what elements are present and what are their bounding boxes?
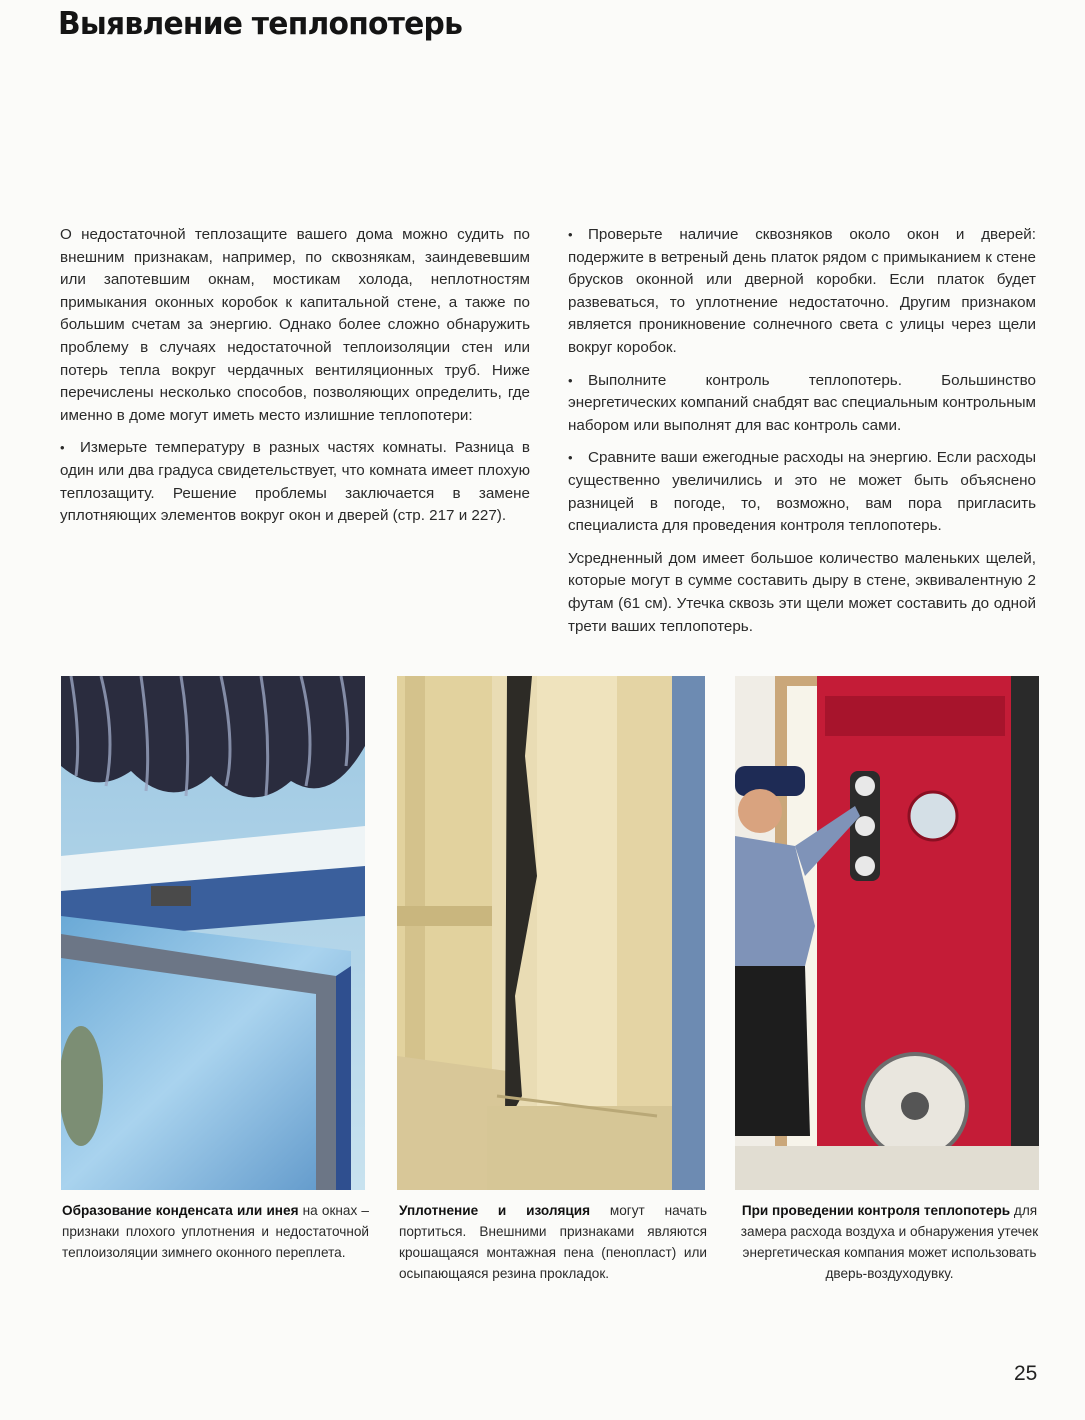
bullet-item-temperature [60, 437, 530, 527]
left-text-column [60, 224, 530, 538]
bullet-item-expenses [568, 447, 1036, 537]
caption-blower-door [737, 1200, 1042, 1284]
photo-crumbling-seal [397, 676, 705, 1190]
caption-frosty-window [62, 1200, 369, 1263]
bullet-icon: • [568, 372, 573, 388]
photo-blower-door [735, 676, 1039, 1190]
caption-bold: При проведении контроля теплопотерь [741, 1203, 1011, 1218]
bullet-text: Сравните ваши ежегодные расходы на энергию. Если расходы существенно увеличились и это не может быть объяснено разницей в погоде, то, возможно, вам пора пригласить специалиста для проведения контроля теплопотерь. [568, 449, 1036, 535]
caption-text: на окнах – признаки плохого уплотнения и недостаточной теплоизоляции зимнего оконного переплета. [62, 1203, 369, 1260]
page-title: Выявление теплопотерь [58, 6, 463, 42]
caption-text: для замера расхода воздуха и обнаружения утечек энергетическая компания может использовать дверь-воздуходувку. [740, 1203, 1039, 1281]
bullet-icon: • [568, 450, 573, 466]
photo-frosty-window [61, 676, 365, 1190]
caption-bold: Образование конденсата или инея [62, 1203, 299, 1218]
page-number: 25 [1014, 1362, 1038, 1385]
intro-paragraph: О недостаточной теплозащите вашего дома можно судить по внешним признакам, например, по сквознякам, заиндевевшим или запотевшим окнам, мостикам холода, неплотностям примыкания оконных коробок к капитальной стене, а также по большим счетам за энергию. Однако более сложно обнаружить проблему в случаях недостаточной теплоизоляции стен или потерь тепла вокруг чердачных вентиляционных труб. Ниже перечислены несколько способов, позволяющих определить, где именно в доме могут иметь место излишние теплопотери: [60, 226, 530, 424]
bullet-item-drafts [568, 224, 1036, 360]
bullet-icon: • [568, 227, 573, 242]
bullet-text: Измерьте температуру в разных частях комнаты. Разница в один или два градуса свидетельствует, что комната имеет плохую теплозащиту. Решение проблемы заключается в замене уплотняющих элементов вокруг окон и дверей (стр. 217 и 227). [60, 439, 530, 525]
caption-bold: Уплотнение и изоляция [399, 1203, 591, 1218]
caption-text: могут начать портиться. Внешними признаками являются крошащаяся монтажная пена (пенопласт) или осыпающаяся резина прокладок. [399, 1203, 707, 1281]
bullet-text: Проверьте наличие сквозняков около окон и дверей: подержите в ветреный день платок рядом с примыканием к стене брусков оконной или дверной коробки. Если платок будет развеваться, то уплотнение недостаточно. Другим признаком является проникновение солнечного света с улицы через щели вокруг коробок. [568, 226, 1036, 356]
caption-crumbling-seal [399, 1200, 707, 1284]
right-text-column [568, 224, 1036, 648]
bullet-item-audit [568, 370, 1036, 438]
bullet-text: Выполните контроль теплопотерь. Большинство энергетических компаний снабдят вас специальным контрольным набором или выполнят для вас контроль сами. [568, 371, 1036, 434]
closing-paragraph: Усредненный дом имеет большое количество маленьких щелей, которые могут в сумме составить дыру в стене, эквивалентную 2 футам (61 см). Утечка сквозь эти щели может составить до одной трети ваших теплопотерь. [568, 549, 1036, 635]
bullet-icon: • [60, 440, 65, 456]
